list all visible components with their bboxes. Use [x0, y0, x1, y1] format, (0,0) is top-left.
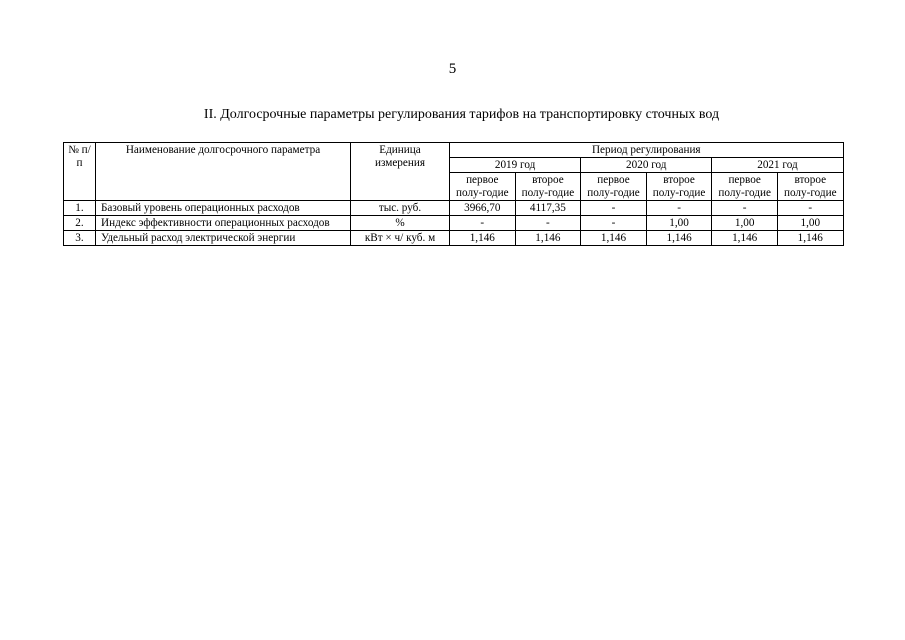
value-cell: 1,146: [712, 231, 778, 246]
header-period: Период регулирования: [450, 143, 844, 158]
value-cell: -: [712, 201, 778, 216]
value-cell: 1,146: [646, 231, 712, 246]
row-number: 2.: [64, 216, 96, 231]
value-cell: 1,146: [777, 231, 843, 246]
header-year-2021: 2021 год: [712, 158, 843, 173]
row-number: 1.: [64, 201, 96, 216]
value-cell: -: [581, 201, 647, 216]
page-number: 5: [448, 61, 457, 77]
value-cell: 1,00: [646, 216, 712, 231]
parameter-name: Удельный расход электрической энергии: [96, 231, 351, 246]
header-half-second: второе полу-годие: [646, 173, 712, 201]
value-cell: 1,00: [712, 216, 778, 231]
table-row: [64, 201, 844, 216]
header-half-second: второе полу-годие: [777, 173, 843, 201]
value-cell: -: [450, 216, 516, 231]
header-half-first: первое полу-годие: [712, 173, 778, 201]
parameter-unit: кВт × ч/ куб. м: [351, 231, 450, 246]
table-row: [64, 216, 844, 231]
parameter-name: Базовый уровень операционных расходов: [96, 201, 351, 216]
value-cell: -: [581, 216, 647, 231]
header-no: № п/п: [64, 143, 96, 201]
header-year-2019: 2019 год: [450, 158, 581, 173]
header-unit: Единица измерения: [351, 143, 450, 201]
parameter-unit: %: [351, 216, 450, 231]
header-half-second: второе полу-годие: [515, 173, 581, 201]
long-term-parameters-table: [63, 142, 844, 246]
header-half-first: первое полу-годие: [581, 173, 647, 201]
value-cell: 1,146: [581, 231, 647, 246]
value-cell: -: [777, 201, 843, 216]
value-cell: 1,146: [515, 231, 581, 246]
value-cell: 1,00: [777, 216, 843, 231]
value-cell: -: [515, 216, 581, 231]
parameter-name: Индекс эффективности операционных расходов: [96, 216, 351, 231]
row-number: 3.: [64, 231, 96, 246]
header-year-2020: 2020 год: [581, 158, 712, 173]
header-name: Наименование долгосрочного параметра: [96, 143, 351, 201]
value-cell: 1,146: [450, 231, 516, 246]
header-half-first: первое полу-годие: [450, 173, 516, 201]
parameter-unit: тыс. руб.: [351, 201, 450, 216]
value-cell: 4117,35: [515, 201, 581, 216]
section-title: II. Долгосрочные параметры регулирования тарифов на транспортировку сточных вод: [203, 107, 720, 122]
value-cell: -: [646, 201, 712, 216]
header-row-1: [64, 143, 844, 158]
value-cell: 3966,70: [450, 201, 516, 216]
table-row: [64, 231, 844, 246]
